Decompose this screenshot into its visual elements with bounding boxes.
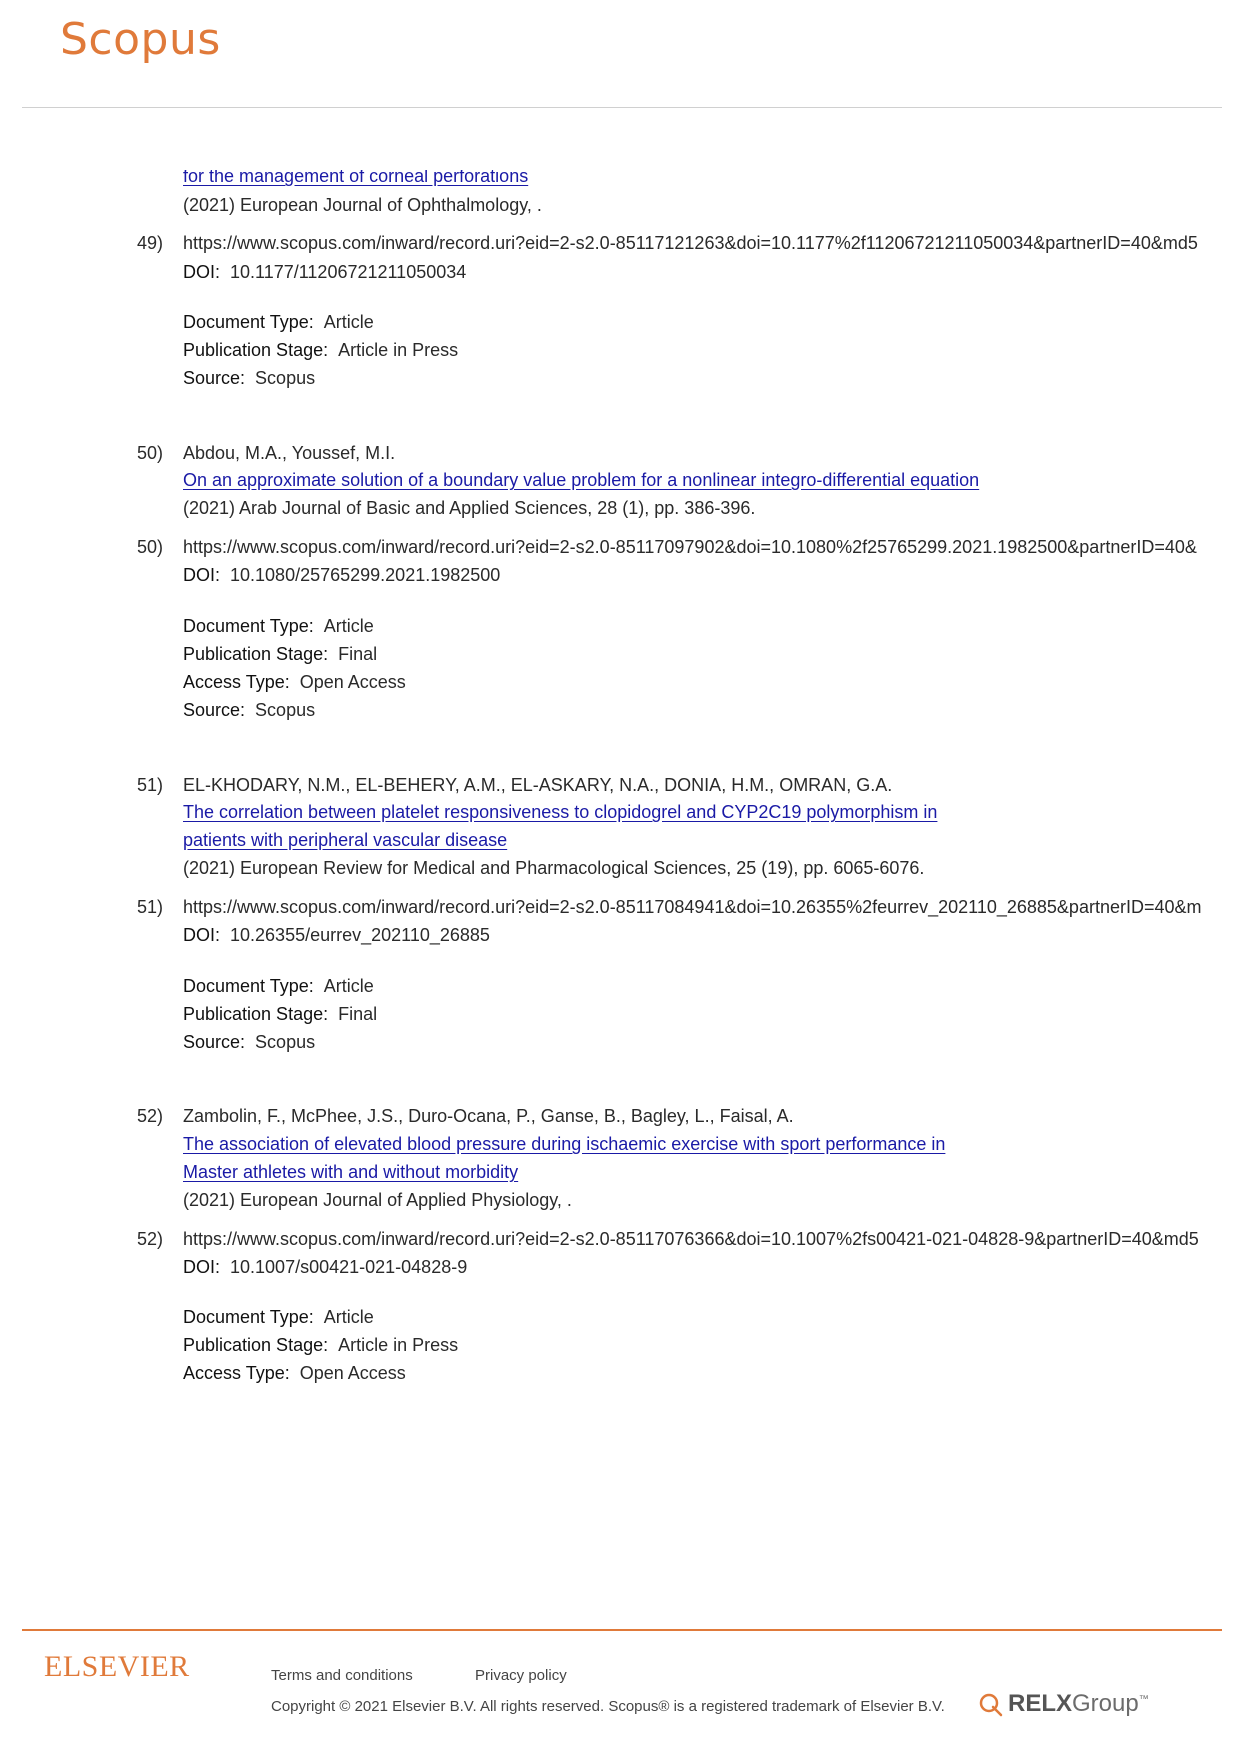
field-label: Publication Stage:	[183, 1335, 329, 1355]
source-line	[183, 194, 542, 216]
field-label: Source:	[183, 368, 246, 388]
field-label: Publication Stage:	[183, 1004, 329, 1024]
field-value: Article	[323, 1307, 374, 1327]
field-value: Scopus	[255, 1032, 316, 1052]
metadata-row	[183, 1256, 467, 1278]
record-url[interactable]: https://www.scopus.com/inward/record.uri?eid=2-s2.0-85117076366&doi=10.1007%2fs00421-021-04828-9&partnerID=40&md5	[183, 1229, 1199, 1249]
field-value: Article in Press	[338, 1335, 459, 1355]
article-title-link[interactable]: The correlation between platelet responsiveness to clopidogrel and CYP2C19 polymorphism in	[183, 802, 938, 822]
metadata-row	[183, 367, 315, 389]
source-line	[183, 1189, 572, 1211]
authors-text: Zambolin, F., McPhee, J.S., Duro-Ocana, P., Ganse, B., Bagley, L., Faisal, A.	[183, 1106, 794, 1126]
result-number: 50)	[137, 443, 164, 463]
article-title-link[interactable]: Master athletes with and without morbidity	[183, 1162, 519, 1182]
relx-trademark: ™	[1138, 1694, 1149, 1705]
result-number: 51)	[137, 897, 164, 917]
authors-text: Abdou, M.A., Youssef, M.I.	[183, 443, 396, 463]
metadata-row	[183, 339, 458, 361]
field-label: DOI:	[183, 565, 221, 585]
title-line	[183, 469, 979, 491]
privacy-link[interactable]: Privacy policy	[475, 1667, 567, 1684]
metadata-row	[183, 1362, 406, 1384]
field-value: Open Access	[299, 1363, 406, 1383]
source-text: (2021) European Journal of Ophthalmology, .	[183, 195, 542, 215]
metadata-row	[183, 924, 490, 946]
field-label: DOI:	[183, 925, 221, 945]
metadata-row	[183, 1031, 315, 1053]
title-line	[183, 1133, 945, 1155]
field-value: Final	[338, 1004, 378, 1024]
terms-link[interactable]: Terms and conditions	[271, 1667, 413, 1684]
field-value: 10.1177/11206721211050034	[230, 262, 467, 282]
field-value: Article	[323, 976, 374, 996]
copyright-text: Copyright © 2021 Elsevier B.V. All rights reserved. Scopus® is a registered trademark of Elsevier B.V.	[271, 1698, 945, 1715]
field-value: Scopus	[255, 368, 316, 388]
metadata-row	[183, 643, 377, 665]
field-value: Scopus	[255, 700, 316, 720]
authors-line	[183, 442, 395, 464]
field-value: 10.26355/eurrev_202110_26885	[230, 925, 490, 945]
metadata-row	[183, 1003, 377, 1025]
relx-group: Group	[1072, 1690, 1139, 1717]
scopus-logo[interactable]: Scopus	[60, 14, 221, 65]
record-url[interactable]: https://www.scopus.com/inward/record.uri?eid=2-s2.0-85117084941&doi=10.26355%2feurrev_202110_26885&partnerID=40&m	[183, 897, 1202, 917]
source-text: (2021) Arab Journal of Basic and Applied Sciences, 28 (1), pp. 386-396.	[183, 498, 756, 518]
source-text: (2021) European Journal of Applied Physiology, .	[183, 1190, 572, 1210]
article-title-link[interactable]: The association of elevated blood pressure during ischaemic exercise with sport performance in	[183, 1134, 946, 1154]
url-line	[183, 536, 1197, 558]
metadata-row	[183, 615, 374, 637]
metadata-row	[183, 261, 466, 283]
source-line	[183, 497, 755, 519]
field-value: Article in Press	[338, 340, 459, 360]
metadata-row	[183, 975, 374, 997]
field-label: Document Type:	[183, 976, 314, 996]
relx-bold: RELX	[1008, 1690, 1073, 1717]
header-divider	[22, 107, 1222, 108]
metadata-row	[183, 671, 406, 693]
title-line	[183, 170, 528, 187]
metadata-row	[183, 699, 315, 721]
field-label: Document Type:	[183, 312, 314, 332]
field-label: Publication Stage:	[183, 644, 329, 664]
field-label: Document Type:	[183, 1307, 314, 1327]
metadata-row	[183, 564, 500, 586]
field-value: Article	[323, 312, 374, 332]
title-line	[183, 1161, 518, 1183]
result-number: 51)	[137, 775, 164, 795]
field-label: Source:	[183, 700, 246, 720]
metadata-row	[183, 1334, 458, 1356]
url-line	[183, 896, 1202, 918]
result-number: 50)	[137, 537, 164, 557]
field-label: Access Type:	[183, 1363, 290, 1383]
field-value: Open Access	[299, 672, 406, 692]
field-value: Article	[323, 616, 374, 636]
article-title-link[interactable]: for the management of corneal perforations	[183, 170, 529, 186]
authors-line	[183, 774, 892, 796]
relx-wordmark	[1008, 1690, 1149, 1718]
page-header	[0, 0, 1241, 110]
field-value: 10.1007/s00421-021-04828-9	[230, 1257, 468, 1277]
title-line	[183, 829, 507, 851]
record-url[interactable]: https://www.scopus.com/inward/record.uri?eid=2-s2.0-85117121263&doi=10.1177%2f11206721211050034&partnerID=40&md5	[183, 233, 1198, 253]
title-line	[183, 801, 937, 823]
article-title-link[interactable]: patients with peripheral vascular disease	[183, 830, 508, 850]
field-value: 10.1080/25765299.2021.1982500	[230, 565, 501, 585]
record-url[interactable]: https://www.scopus.com/inward/record.uri?eid=2-s2.0-85117097902&doi=10.1080%2f25765299.2021.1982500&partnerID=40&	[183, 537, 1197, 557]
source-line	[183, 857, 924, 879]
field-label: DOI:	[183, 1257, 221, 1277]
result-number: 49)	[137, 233, 164, 253]
relx-group-logo[interactable]	[978, 1690, 1149, 1718]
url-line	[183, 1228, 1199, 1250]
footer-divider	[22, 1629, 1222, 1631]
field-label: Source:	[183, 1032, 246, 1052]
authors-text: EL-KHODARY, N.M., EL-BEHERY, A.M., EL-ASKARY, N.A., DONIA, H.M., OMRAN, G.A.	[183, 775, 893, 795]
metadata-row	[183, 311, 374, 333]
field-label: Publication Stage:	[183, 340, 329, 360]
result-number: 52)	[137, 1106, 164, 1126]
source-text: (2021) European Review for Medical and Pharmacological Sciences, 25 (19), pp. 6065-6076.	[183, 858, 925, 878]
field-label: Access Type:	[183, 672, 290, 692]
metadata-row	[183, 1306, 374, 1328]
article-title-link[interactable]: On an approximate solution of a boundary value problem for a nonlinear integro-differential equation	[183, 470, 980, 490]
url-line	[183, 232, 1198, 254]
authors-line	[183, 1105, 794, 1127]
field-label: Document Type:	[183, 616, 314, 636]
field-value: Final	[338, 644, 378, 664]
field-label: DOI:	[183, 262, 221, 282]
results-list	[0, 170, 1241, 1610]
elsevier-logo[interactable]: ELSEVIER	[44, 1650, 190, 1683]
result-number: 52)	[137, 1229, 164, 1249]
relx-icon	[978, 1691, 1004, 1717]
